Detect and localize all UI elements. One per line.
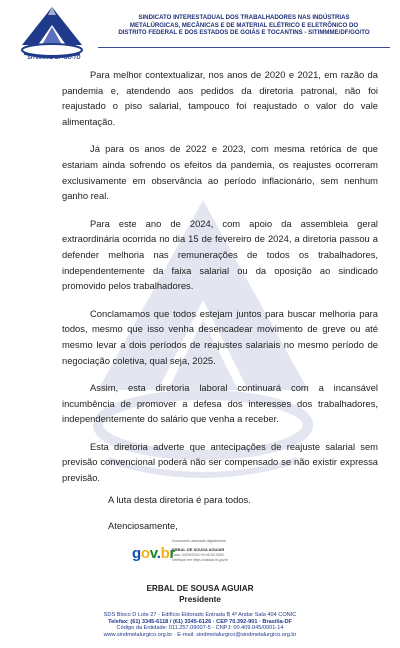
signer-name: ERBAL DE SOUSA AGUIAR <box>146 584 254 593</box>
signer-role: Presidente <box>179 595 221 604</box>
footer-phone: Telefax: (61) 3345-6118 / (61) 3345-6126 · CEP 70.392-901 · Brasília-DF <box>108 618 292 625</box>
body-paragraph: Para melhor contextualizar, nos anos de 2020 e 2021, em razão da pandemia e, atendendo aos pedidos da diretoria patronal, não foi reajustado o piso salarial, tampouco foi reajustado o valor do vale alimentação. <box>62 69 378 127</box>
body-paragraph: Já para os anos de 2022 e 2023, com mesma retórica de que estariam ainda sofrendo os efeitos da pandemia, os reajustes ocorreram exclusivamente em observância ao período inflacionário, sem nenhum ganho real. <box>62 143 378 202</box>
signature-intro: Documento assinado digitalmente <box>172 539 227 543</box>
letter-body <box>62 67 378 498</box>
footer-address: SDS Bloco D Lote 27 - Edifício Eldorado Entrada B 4º Andar Sala 404 CONIC <box>103 612 297 618</box>
footer-registration: Código da Entidade: 011.257.09007-5 · CNPJ: 00.409.045/0001-14 <box>116 625 284 631</box>
body-paragraph: Para este ano de 2024, com apoio da assembleia geral extraordinária ocorrida no dia 15 de fevereiro de 2024, a diretoria passou a defender melhoria nas remunerações de todos os trabalhadores, independentemente da faixa salarial ou da oposição ao sindicado promovido pelos trabalhadores. <box>62 217 378 292</box>
footer <box>0 612 400 638</box>
signature-signer: ERBAL DE SOUSA AGUIAR <box>172 547 225 552</box>
footer-web-email[interactable]: www.sindmetalurgico.org.br · E-mail: sindmetalurgico@sindmetalurgico.org.br <box>103 631 297 638</box>
logo-caption: SITIMMME-DF-GO-TO <box>27 55 81 61</box>
union-name <box>98 14 390 37</box>
regards-line: Atenciosamente, <box>108 520 178 531</box>
union-name-line: DISTRITO FEDERAL E DOS ESTADOS DE GOIÁS E TOCANTINS - SITIMMME/DF/GO/TO <box>118 29 370 37</box>
body-paragraph: Conclamamos que todos estejam juntos para buscar melhoria para todos, mesmo que isso venha desencadear movimento de greve ou até mesmo levar a dois períodos de reajustes salariais no mesmo período de negociação coletiva, qual seja, 2025. <box>62 307 378 366</box>
closing-line: A luta desta diretoria é para todos. <box>108 494 251 505</box>
signature-date: Data: 20/09/2024 09:46:32-0300 <box>172 553 224 557</box>
digital-signature-stamp <box>132 539 332 569</box>
letterhead <box>0 0 400 68</box>
body-paragraph: Esta diretoria adverte que antecipações de reajuste salarial sem previsão convencional poderá não ser compensado se não existir expressa previsão. <box>62 440 378 484</box>
union-name-line: METALÚRGICAS, MECÂNICAS E DE MATERIAL ELÉTRICO E ELETRÔNICO DO <box>129 21 359 29</box>
header-divider <box>98 47 390 48</box>
union-name-line: SINDICATO INTERESTADUAL DOS TRABALHADORES NAS INDÚSTRIAS <box>138 14 350 21</box>
govbr-logo: gov.br <box>132 545 175 562</box>
signature-verify-link[interactable]: Verifique em https://validar.iti.gov.br <box>172 558 229 562</box>
body-paragraph: Assim, esta diretoria laboral continuará com a incansável incumbência de promover a defesa dos interesses dos trabalhadores, independentemente do salário que venha a receber. <box>62 382 378 425</box>
